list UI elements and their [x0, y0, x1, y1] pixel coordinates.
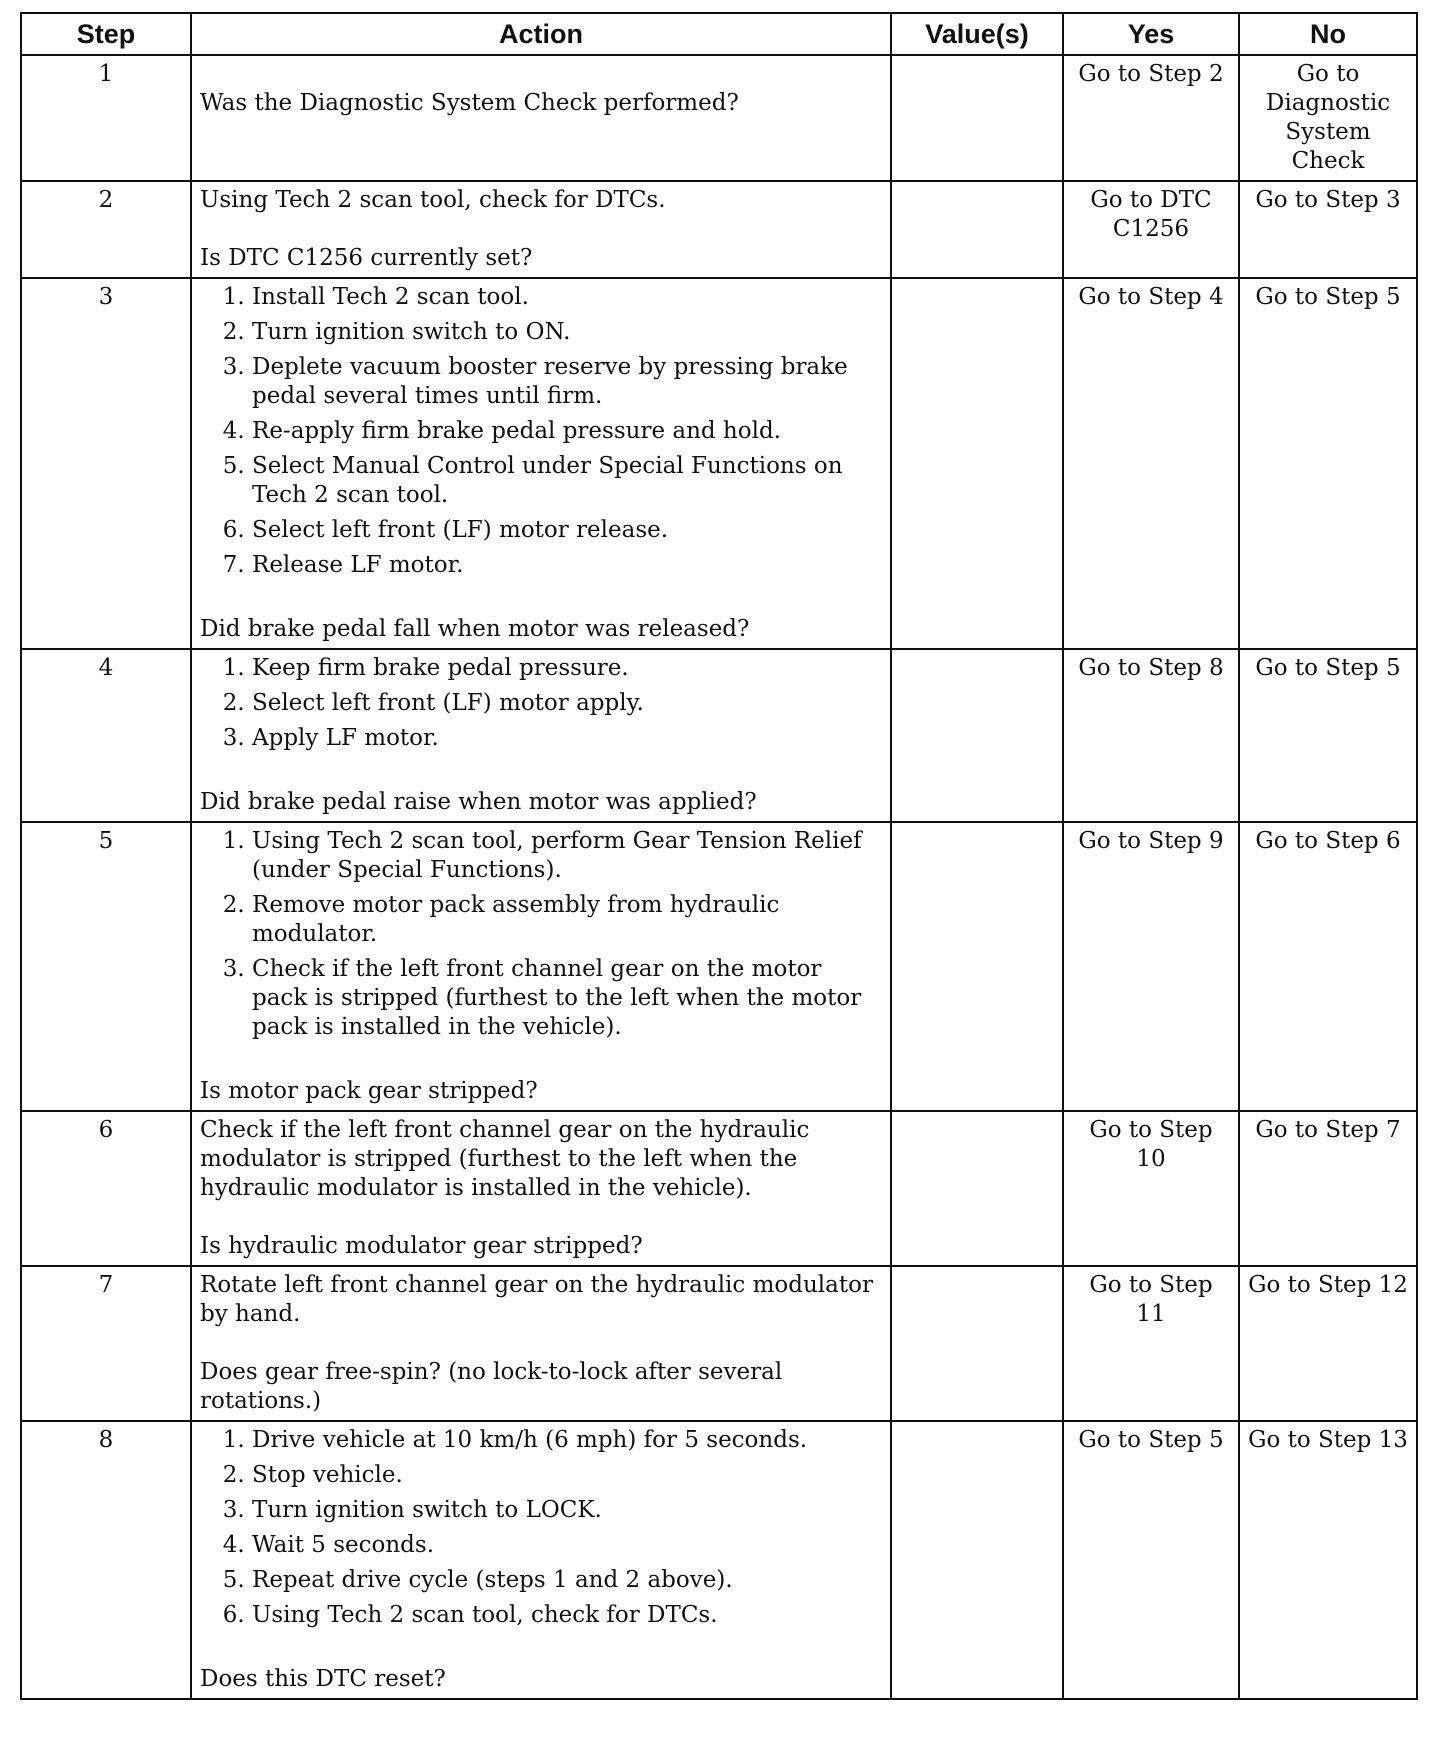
yes-outcome: Go to Step 9: [1063, 822, 1239, 1111]
values-cell: [891, 55, 1063, 181]
procedure-item: 1. Keep firm brake pedal pressure.: [252, 654, 882, 683]
action-instruction: Check if the left front channel gear on the hydraulic modulator is stripped (furthest to the left when the hydraulic modulator is installed in the vehicle).: [200, 1117, 810, 1201]
step-number: 8: [21, 1421, 191, 1699]
table-row: [21, 1111, 1417, 1266]
action-instruction: Rotate left front channel gear on the hydraulic modulator by hand.: [200, 1272, 873, 1327]
step-column-header: Step: [21, 13, 191, 55]
yes-outcome: Go to DTC C1256: [1063, 181, 1239, 278]
action-cell: [191, 649, 891, 822]
no-outcome: Go to Step 5: [1239, 278, 1417, 649]
procedure-item: 3. Apply LF motor.: [252, 724, 882, 753]
table-row: [21, 181, 1417, 278]
action-question: Was the Diagnostic System Check performed?: [200, 90, 739, 116]
procedure-list: [200, 654, 882, 753]
values-cell: [891, 278, 1063, 649]
action-question: Is motor pack gear stripped?: [200, 1078, 538, 1104]
procedure-item: 3. Deplete vacuum booster reserve by pressing brake pedal several times until firm.: [252, 353, 882, 411]
no-outcome: Go to Step 7: [1239, 1111, 1417, 1266]
action-cell: [191, 822, 891, 1111]
action-cell: [191, 278, 891, 649]
values-cell: [891, 822, 1063, 1111]
step-number: 2: [21, 181, 191, 278]
values-cell: [891, 1111, 1063, 1266]
no-outcome: Go to Step 6: [1239, 822, 1417, 1111]
step-number: 4: [21, 649, 191, 822]
action-question: Does gear free-spin? (no lock-to-lock after several rotations.): [200, 1359, 783, 1414]
values-cell: [891, 649, 1063, 822]
procedure-item: 2. Stop vehicle.: [252, 1461, 882, 1490]
procedure-item: 5. Select Manual Control under Special Functions on Tech 2 scan tool.: [252, 452, 882, 510]
procedure-item: 4. Wait 5 seconds.: [252, 1531, 882, 1560]
step-number: 5: [21, 822, 191, 1111]
procedure-item: 1. Install Tech 2 scan tool.: [252, 283, 882, 312]
action-cell: [191, 181, 891, 278]
action-question: Is hydraulic modulator gear stripped?: [200, 1233, 643, 1259]
procedure-list: [200, 283, 882, 580]
procedure-item: 4. Re-apply firm brake pedal pressure and hold.: [252, 417, 882, 446]
action-cell: [191, 1111, 891, 1266]
table-body: [21, 55, 1417, 1699]
procedure-item: 5. Repeat drive cycle (steps 1 and 2 above).: [252, 1566, 882, 1595]
action-column-header: Action: [191, 13, 891, 55]
action-question: Does this DTC reset?: [200, 1666, 446, 1692]
step-number: 6: [21, 1111, 191, 1266]
procedure-list: [200, 1426, 882, 1630]
procedure-item: 2. Remove motor pack assembly from hydraulic modulator.: [252, 891, 882, 949]
table-row: [21, 55, 1417, 181]
diagnostic-table: [20, 12, 1418, 1700]
procedure-item: 7. Release LF motor.: [252, 551, 882, 580]
diagnostic-page: [20, 12, 1418, 1700]
table-row: [21, 822, 1417, 1111]
yes-column-header: Yes: [1063, 13, 1239, 55]
yes-outcome: Go to Step 2: [1063, 55, 1239, 181]
yes-outcome: Go to Step 8: [1063, 649, 1239, 822]
no-outcome: Go to Step 13: [1239, 1421, 1417, 1699]
table-row: [21, 649, 1417, 822]
procedure-item: 2. Select left front (LF) motor apply.: [252, 689, 882, 718]
procedure-item: 6. Using Tech 2 scan tool, check for DTCs.: [252, 1601, 882, 1630]
procedure-item: 6. Select left front (LF) motor release.: [252, 516, 882, 545]
action-question: Did brake pedal raise when motor was applied?: [200, 789, 757, 815]
procedure-item: 1. Using Tech 2 scan tool, perform Gear Tension Relief (under Special Functions).: [252, 827, 882, 885]
no-outcome: Go to Step 12: [1239, 1266, 1417, 1421]
action-question: Did brake pedal fall when motor was released?: [200, 616, 750, 642]
yes-outcome: Go to Step 5: [1063, 1421, 1239, 1699]
action-cell: [191, 1266, 891, 1421]
values-cell: [891, 1266, 1063, 1421]
action-question: Is DTC C1256 currently set?: [200, 245, 533, 271]
no-column-header: No: [1239, 13, 1417, 55]
table-row: [21, 1266, 1417, 1421]
yes-outcome: Go to Step 10: [1063, 1111, 1239, 1266]
table-header-row: [21, 13, 1417, 55]
values-cell: [891, 1421, 1063, 1699]
step-number: 7: [21, 1266, 191, 1421]
procedure-item: 3. Check if the left front channel gear on the motor pack is stripped (furthest to the left when the motor pack is installed in the vehicle).: [252, 955, 882, 1042]
step-number: 3: [21, 278, 191, 649]
step-number: 1: [21, 55, 191, 181]
values-column-header: Value(s): [891, 13, 1063, 55]
procedure-item: 3. Turn ignition switch to LOCK.: [252, 1496, 882, 1525]
action-instruction: Using Tech 2 scan tool, check for DTCs.: [200, 187, 666, 213]
no-outcome: Go to Step 3: [1239, 181, 1417, 278]
no-outcome: Go to Diagnostic System Check: [1239, 55, 1417, 181]
action-cell: [191, 1421, 891, 1699]
values-cell: [891, 181, 1063, 278]
table-row: [21, 278, 1417, 649]
procedure-list: [200, 827, 882, 1042]
no-outcome: Go to Step 5: [1239, 649, 1417, 822]
procedure-item: 2. Turn ignition switch to ON.: [252, 318, 882, 347]
action-cell: [191, 55, 891, 181]
procedure-item: 1. Drive vehicle at 10 km/h (6 mph) for 5 seconds.: [252, 1426, 882, 1455]
table-row: [21, 1421, 1417, 1699]
yes-outcome: Go to Step 4: [1063, 278, 1239, 649]
yes-outcome: Go to Step 11: [1063, 1266, 1239, 1421]
